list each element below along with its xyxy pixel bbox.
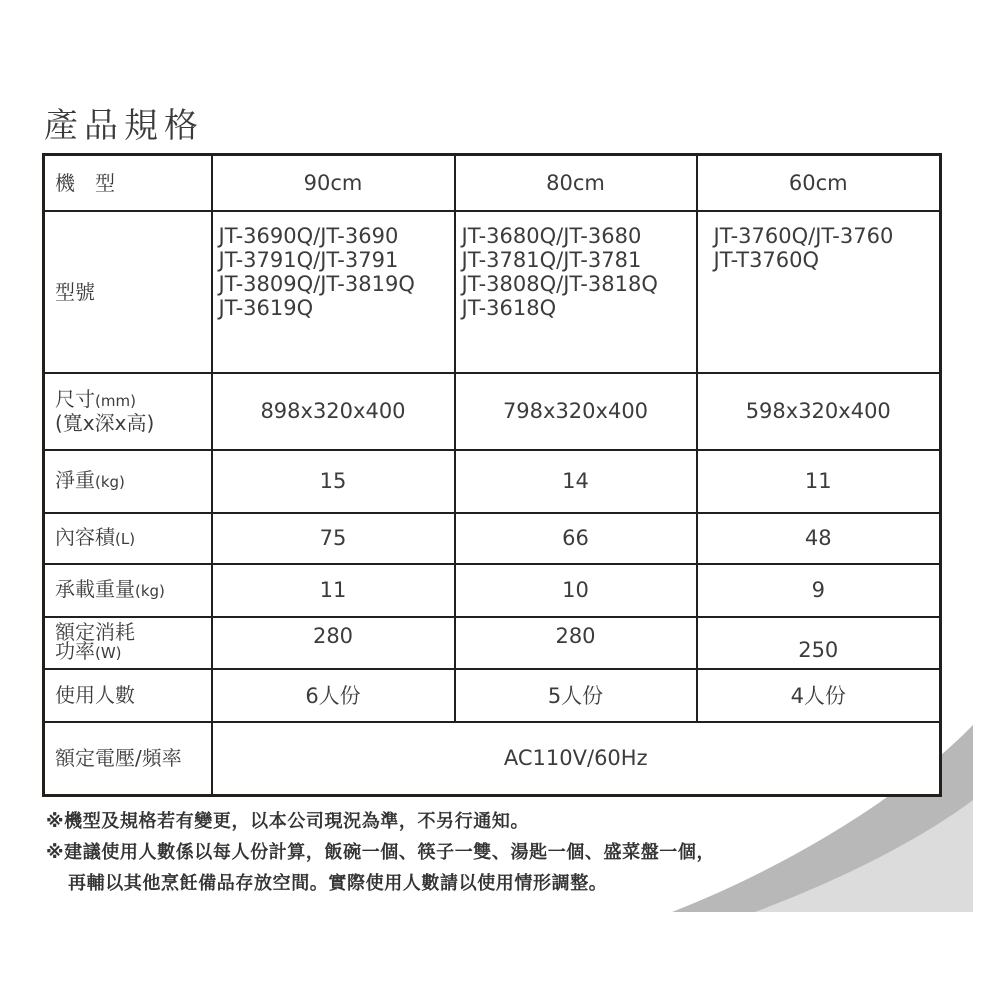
cell-value: 250: [697, 617, 941, 669]
label-unit: (kg): [95, 473, 125, 491]
model-number: JT-T3760Q: [713, 247, 820, 272]
header-label: 機 型: [44, 155, 212, 211]
label-text: (寬x深x高): [55, 411, 155, 435]
table-row-dimensions: [44, 373, 941, 450]
model-number: JT-3791Q/JT-3791: [218, 247, 399, 272]
table-row-voltage-frequency: [44, 722, 941, 796]
label-text: 尺寸: [55, 387, 95, 411]
model-number: JT-3619Q: [218, 295, 314, 320]
row-label: 型號: [44, 211, 212, 373]
row-label: [44, 373, 212, 450]
label-text: 內容積: [55, 525, 115, 549]
label-text: 淨重: [55, 468, 95, 492]
note-line: ※機型及規格若有變更，以本公司現況為準，不另行通知。: [46, 811, 530, 832]
model-list-90cm: [212, 211, 455, 373]
cell-value: 280: [455, 617, 697, 669]
cell-value: 9: [697, 564, 941, 617]
note-line: ※建議使用人數係以每人份計算，飯碗一個、筷子一雙、湯匙一個、盛菜盤一個，: [46, 842, 716, 863]
table-row-servings: [44, 669, 941, 722]
cell-value: 11: [212, 564, 455, 617]
column-header-80cm: 80cm: [455, 155, 697, 211]
model-number: JT-3809Q/JT-3819Q: [218, 271, 415, 296]
model-list-60cm: [697, 211, 941, 373]
cell-value: 14: [455, 450, 697, 513]
row-label: [44, 617, 212, 669]
spec-table: [42, 153, 942, 797]
row-label: [44, 564, 212, 617]
cell-value: 5人份: [455, 669, 697, 722]
model-number: JT-3690Q/JT-3690: [218, 223, 399, 248]
cell-value: 15: [212, 450, 455, 513]
cell-value: 75: [212, 513, 455, 564]
table-row-net-weight: [44, 450, 941, 513]
column-header-60cm: 60cm: [697, 155, 941, 211]
row-label: [44, 513, 212, 564]
table-row-load-capacity: [44, 564, 941, 617]
table-header-row: [44, 155, 941, 211]
cell-value: 48: [697, 513, 941, 564]
table-row-capacity: [44, 513, 941, 564]
row-label: 額定電壓/頻率: [44, 722, 212, 796]
page-title: 產品規格: [44, 106, 204, 146]
model-number: JT-3781Q/JT-3781: [461, 247, 642, 272]
table-row-rated-power: [44, 617, 941, 669]
row-label: [44, 450, 212, 513]
cell-value: 11: [697, 450, 941, 513]
cell-value: 66: [455, 513, 697, 564]
cell-value: AC110V/60Hz: [212, 722, 941, 796]
label-text: 承載重量: [55, 577, 135, 601]
model-number: JT-3680Q/JT-3680: [461, 223, 642, 248]
model-number: JT-3760Q/JT-3760: [713, 223, 894, 248]
model-number: JT-3618Q: [461, 295, 557, 320]
label-unit: (kg): [135, 582, 165, 600]
cell-value: 898x320x400: [212, 373, 455, 450]
cell-value: 798x320x400: [455, 373, 697, 450]
notes: [46, 806, 715, 899]
cell-value: 4人份: [697, 669, 941, 722]
note-line: 再輔以其他烹飪備品存放空間。實際使用人數請以使用情形調整。: [68, 873, 608, 894]
label-text: 功率: [55, 638, 95, 663]
model-number: JT-3808Q/JT-3818Q: [461, 271, 658, 296]
label-text: 額定消耗: [55, 619, 135, 644]
column-header-90cm: 90cm: [212, 155, 455, 211]
label-unit: (W): [95, 643, 122, 662]
cell-value: 280: [212, 617, 455, 669]
cell-value: 598x320x400: [697, 373, 941, 450]
cell-value: 6人份: [212, 669, 455, 722]
row-label: 使用人數: [44, 669, 212, 722]
table-row-model-numbers: [44, 211, 941, 373]
cell-value: 10: [455, 564, 697, 617]
label-unit: (L): [115, 530, 136, 548]
model-list-80cm: [455, 211, 697, 373]
label-unit: (mm): [95, 392, 136, 410]
